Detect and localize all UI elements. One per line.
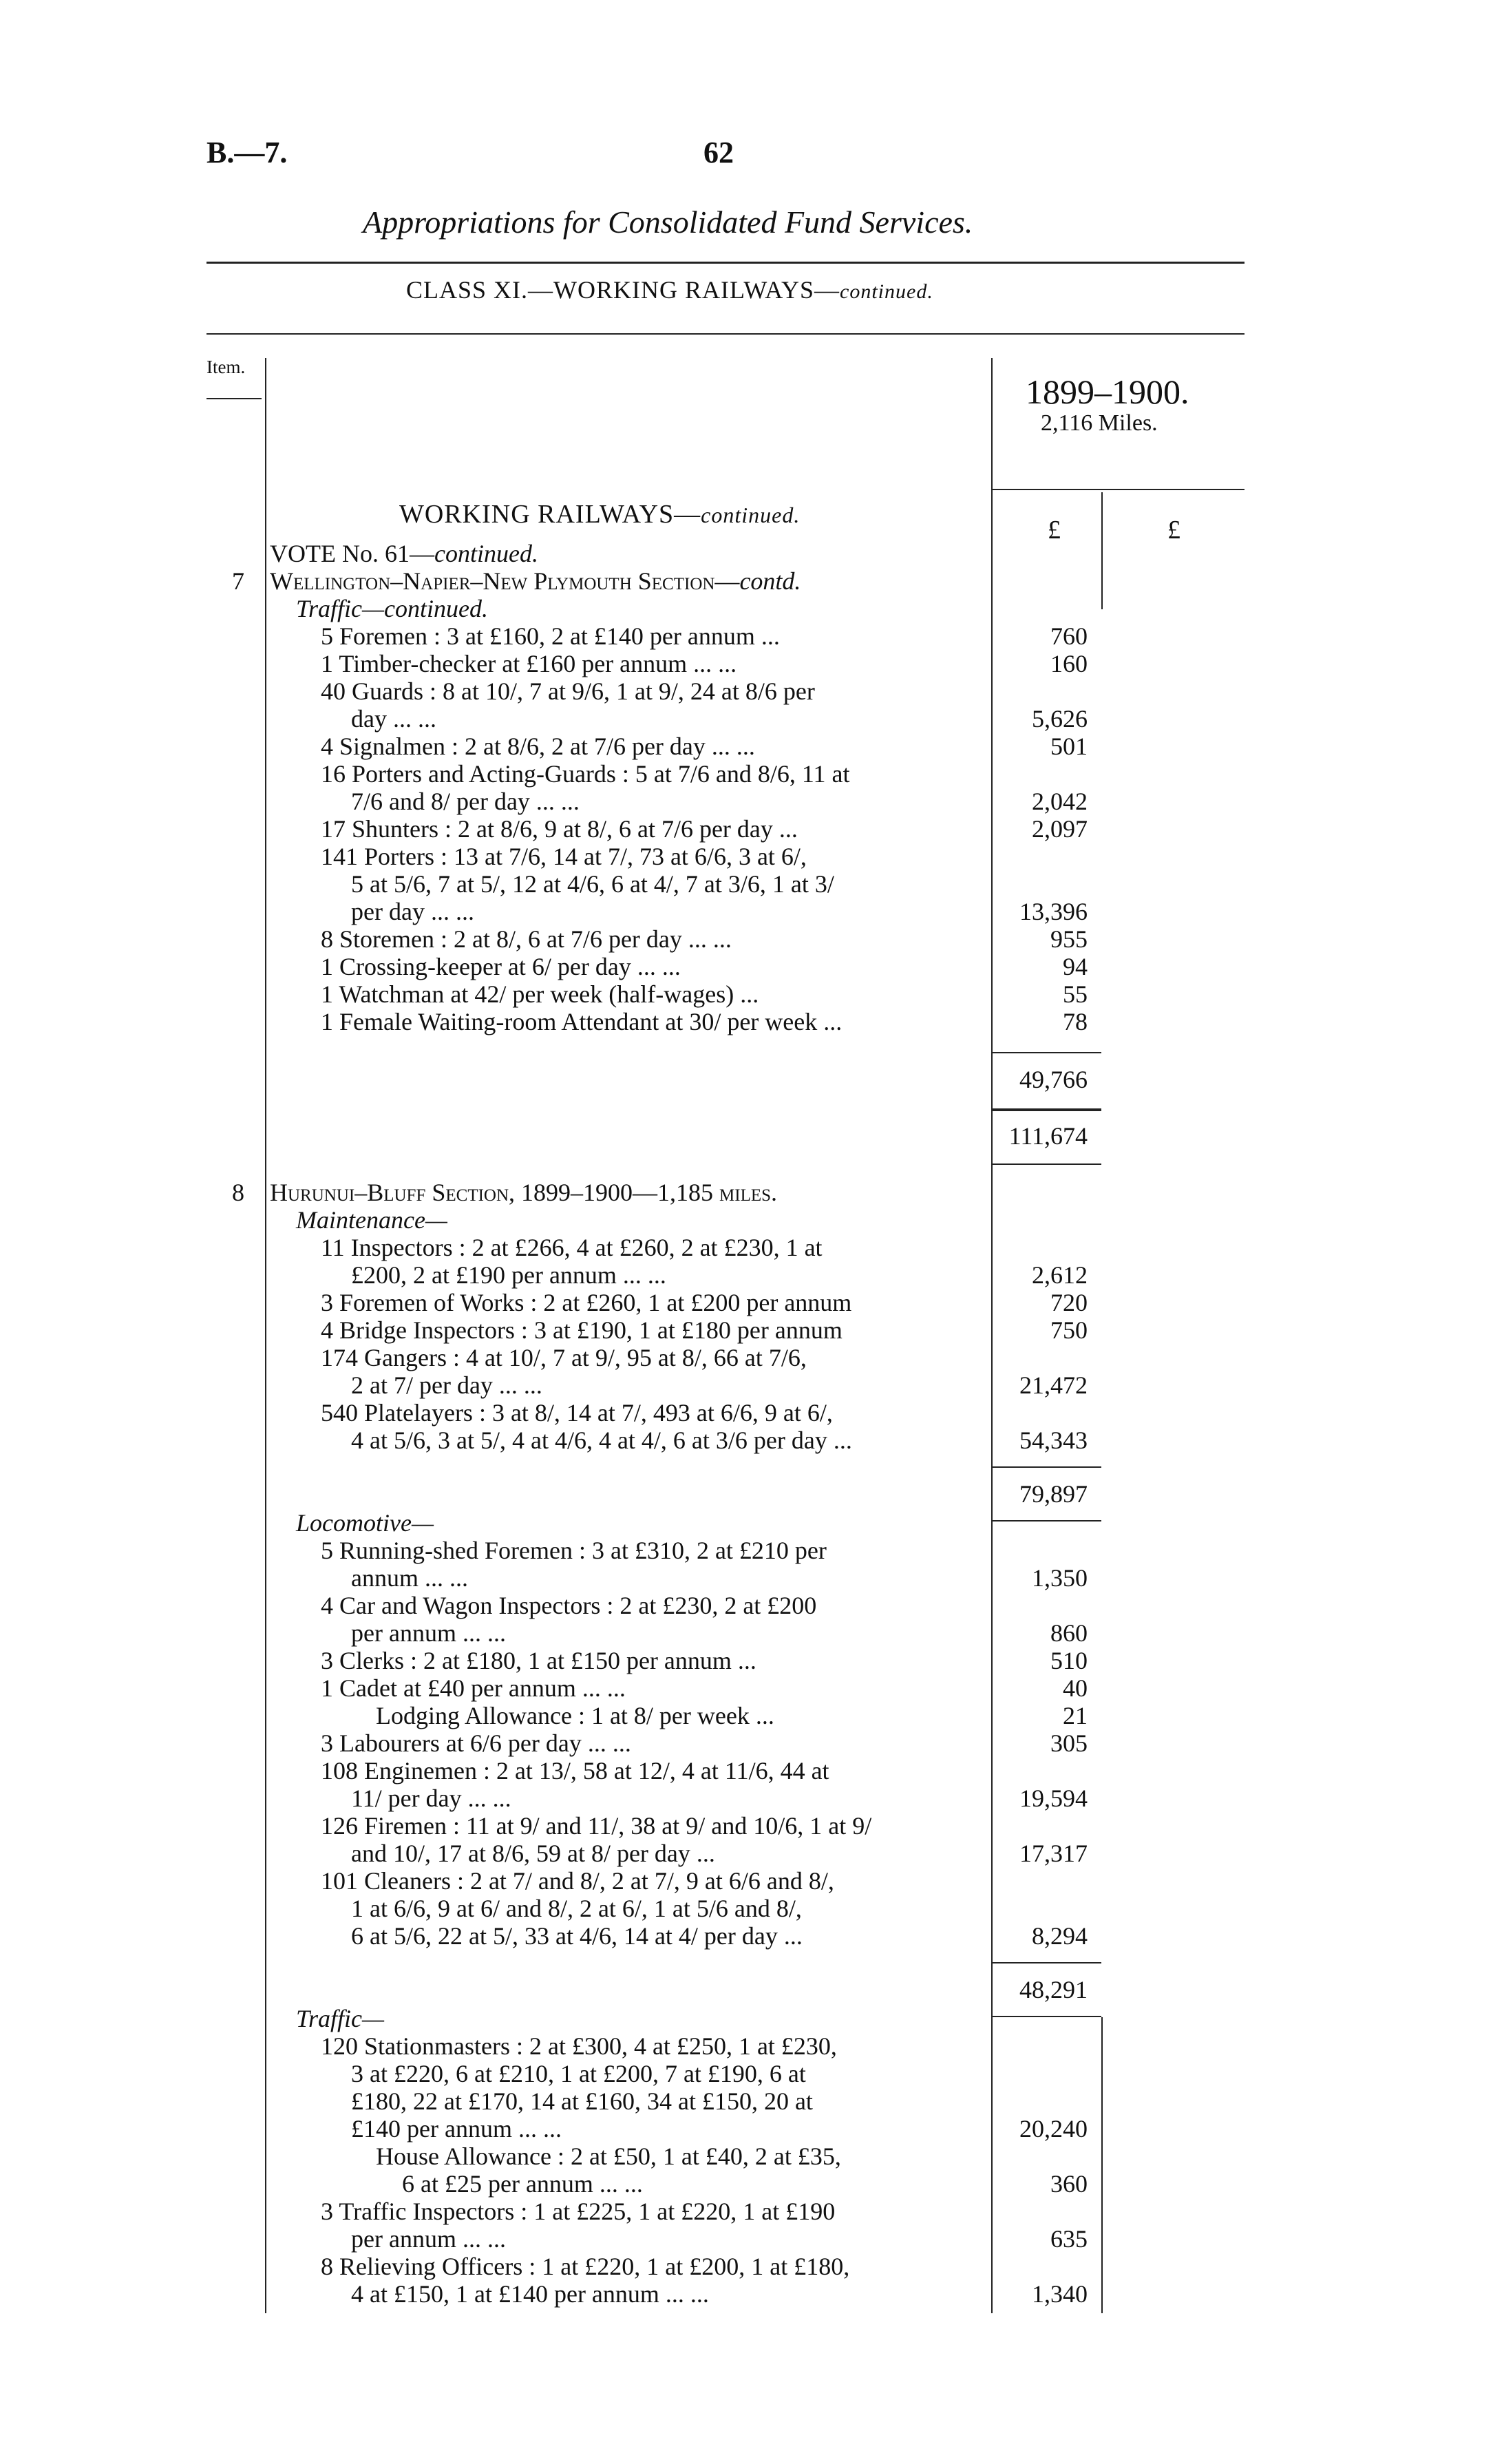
line-item: and 10/, 17 at 8/6, 59 at 8/ per day ... [351,1840,715,1867]
item-column-label: Item. [206,357,246,377]
line-item: per day ... ... [351,898,474,925]
line-item: annum ... ... [351,1564,468,1592]
year-heading: 1899–1900. [1026,372,1189,411]
line-item: 126 Firemen : 11 at 9/ and 11/, 38 at 9/ and 10/6, 1 at 9/ [321,1812,872,1840]
amount-cell: 94 [1063,953,1088,980]
amount-cell: 17,317 [1019,1840,1088,1867]
right-column-divider [1101,2017,1103,2313]
line-item: 1 Watchman at 42/ per week (half-wages) ... [321,980,759,1008]
amount-cell: 78 [1063,1008,1088,1035]
line-item: 16 Porters and Acting-Guards : 5 at 7/6 and 8/6, 11 at [321,760,850,788]
line-item: 8 Relieving Officers : 1 at £220, 1 at £200, 1 at £180, [321,2253,850,2280]
amount-cell: 305 [1050,1729,1088,1757]
amount-cell: 20,240 [1019,2115,1088,2142]
title-rule [206,262,1244,264]
line-item: 1 at 6/6, 9 at 6/ and 8/, 2 at 6/, 1 at 5/6 and 8/, [351,1895,802,1922]
line-item: 4 Signalmen : 2 at 8/6, 2 at 7/6 per day ... ... [321,733,755,760]
line-item: 5 Foremen : 3 at £160, 2 at £140 per annum ... [321,622,780,650]
subtotal-cell: 79,897 [1019,1480,1088,1508]
item-label-underline [206,398,262,399]
amount-cell: 40 [1063,1674,1088,1702]
line-item: 1 Timber-checker at £160 per annum ... ... [321,650,737,677]
amount-cell: 860 [1050,1619,1088,1647]
amount-cell: 955 [1050,925,1088,953]
amount-cell: 2,042 [1032,788,1088,815]
subtotal-cell: 49,766 [1019,1066,1088,1093]
line-item: 6 at 5/6, 22 at 5/, 33 at 4/6, 14 at 4/ per day ... [351,1922,803,1950]
line-item: 2 at 7/ per day ... ... [351,1371,542,1399]
amount-cell: 750 [1050,1316,1088,1344]
line-item: 1 Crossing-keeper at 6/ per day ... ... [321,953,681,980]
line-item: 11 Inspectors : 2 at £266, 4 at £260, 2 at £230, 1 at [321,1234,823,1261]
section-heading-7: Wellington–Napier–New Plymouth Section—contd. [270,567,801,595]
amount-cell: 21,472 [1019,1371,1088,1399]
amount-cell: 510 [1050,1647,1088,1674]
subheading-traffic-contd: Traffic—continued. [296,595,488,622]
line-item: day ... ... [351,705,436,733]
line-item: 3 Foremen of Works : 2 at £260, 1 at £200 per annum [321,1289,852,1316]
document-reference: B.—7. [206,136,288,169]
subtotal-rule-bottom [991,1520,1101,1521]
line-item: 120 Stationmasters : 2 at £300, 4 at £250, 1 at £230, [321,2032,837,2060]
amount-cell: 1,340 [1032,2280,1088,2308]
amount-cell: 55 [1063,980,1088,1008]
line-item: £140 per annum ... ... [351,2115,562,2142]
page-title: Appropriations for Consolidated Fund Services. [363,204,973,240]
line-item: 40 Guards : 8 at 10/, 7 at 9/6, 1 at 9/, 24 at 8/6 per [321,677,815,705]
line-item: 4 Car and Wagon Inspectors : 2 at £230, 2 at £200 [321,1592,817,1619]
line-item: 6 at £25 per annum ... ... [402,2170,643,2198]
miles-heading: 2,116 Miles. [1041,410,1158,436]
line-item: 7/6 and 8/ per day ... ... [351,788,580,815]
line-item: 3 Labourers at 6/6 per day ... ... [321,1729,631,1757]
line-item: 3 at £220, 6 at £210, 1 at £200, 7 at £190, 6 at [351,2060,806,2087]
line-item: Lodging Allowance : 1 at 8/ per week ... [376,1702,774,1729]
line-item: 141 Porters : 13 at 7/6, 14 at 7/, 73 at 6/6, 3 at 6/, [321,843,807,870]
subtotal-rule [991,1466,1101,1468]
amount-cell: 720 [1050,1289,1088,1316]
total-rule [991,1108,1101,1111]
subtotal-rule-bottom [991,2016,1101,2017]
subtotal-rule [991,1052,1101,1053]
line-item: 174 Gangers : 4 at 10/, 7 at 9/, 95 at 8/, 66 at 7/6, [321,1344,807,1371]
currency-label-1: £ [1048,516,1061,545]
class-title: CLASS XI.—WORKING RAILWAYS—continued. [406,276,933,304]
line-item: 3 Clerks : 2 at £180, 1 at £150 per annum ... [321,1647,756,1674]
amount-cell: 760 [1050,622,1088,650]
line-item: 5 Running-shed Foremen : 3 at £310, 2 at £210 per [321,1537,827,1564]
line-item: 3 Traffic Inspectors : 1 at £225, 1 at £220, 1 at £190 [321,2198,836,2225]
item-number-7: 7 [232,567,244,595]
item-column-divider [265,358,266,2313]
line-item: per annum ... ... [351,1619,506,1647]
vote-header: WORKING RAILWAYS—continued. [399,500,801,529]
page-number: 62 [703,136,734,169]
amount-cell: 160 [1050,650,1088,677]
line-item: 17 Shunters : 2 at 8/6, 9 at 8/, 6 at 7/6 per day ... [321,815,798,843]
class-rule [206,333,1244,335]
line-item: 540 Platelayers : 3 at 8/, 14 at 7/, 493 at 6/6, 9 at 6/, [321,1399,833,1426]
amount-cell: 1,350 [1032,1564,1088,1592]
amount-cell: 54,343 [1019,1426,1088,1454]
amount-cell: 19,594 [1019,1784,1088,1812]
line-item: 8 Storemen : 2 at 8/, 6 at 7/6 per day ... ... [321,925,732,953]
subheading-traffic: Traffic— [296,2005,385,2032]
line-item: 1 Cadet at £40 per annum ... ... [321,1674,626,1702]
amount-cell: 8,294 [1032,1922,1088,1950]
line-item: 5 at 5/6, 7 at 5/, 12 at 4/6, 6 at 4/, 7 at 3/6, 1 at 3/ [351,870,834,898]
amount-cell: 635 [1050,2225,1088,2253]
subtotal-cell: 48,291 [1019,1976,1088,2003]
line-item: £180, 22 at £170, 14 at £160, 34 at £150, 20 at [351,2087,813,2115]
amount-cell: 13,396 [1019,898,1088,925]
line-item: 101 Cleaners : 2 at 7/ and 8/, 2 at 7/, 9 at 6/6 and 8/, [321,1867,834,1895]
line-item: per annum ... ... [351,2225,506,2253]
line-item: 108 Enginemen : 2 at 13/, 58 at 12/, 4 at 11/6, 44 at [321,1757,829,1784]
line-item: 11/ per day ... ... [351,1784,511,1812]
amount-cell: 5,626 [1032,705,1088,733]
item-number-8: 8 [232,1179,244,1206]
line-item: 1 Female Waiting-room Attendant at 30/ per week ... [321,1008,843,1035]
amount-cell: 2,097 [1032,815,1088,843]
line-item: House Allowance : 2 at £50, 1 at £40, 2 at £35, [376,2142,841,2170]
line-item: 4 Bridge Inspectors : 3 at £190, 1 at £180 per annum [321,1316,843,1344]
year-rule [991,489,1244,490]
line-item: £200, 2 at £190 per annum ... ... [351,1261,666,1289]
amount-cell: 21 [1063,1702,1088,1729]
subheading-maintenance: Maintenance— [296,1206,447,1234]
inner-column-divider [1101,492,1103,609]
total-cell: 111,674 [1008,1122,1088,1150]
amount-cell: 2,612 [1032,1261,1088,1289]
subtotal-rule [991,1962,1101,1963]
subheading-locomotive: Locomotive— [296,1509,434,1537]
line-item: 4 at 5/6, 3 at 5/, 4 at 4/6, 4 at 4/, 6 at 3/6 per day ... [351,1426,852,1454]
section-heading-8: Hurunui–Bluff Section, 1899–1900—1,185 miles. [270,1179,778,1206]
amount-cell: 501 [1050,733,1088,760]
line-item: 4 at £150, 1 at £140 per annum ... ... [351,2280,709,2308]
total-rule-bottom [991,1163,1101,1165]
vote-line: VOTE No. 61—continued. [270,540,538,567]
amount-cell: 360 [1050,2170,1088,2198]
currency-label-2: £ [1167,516,1180,545]
